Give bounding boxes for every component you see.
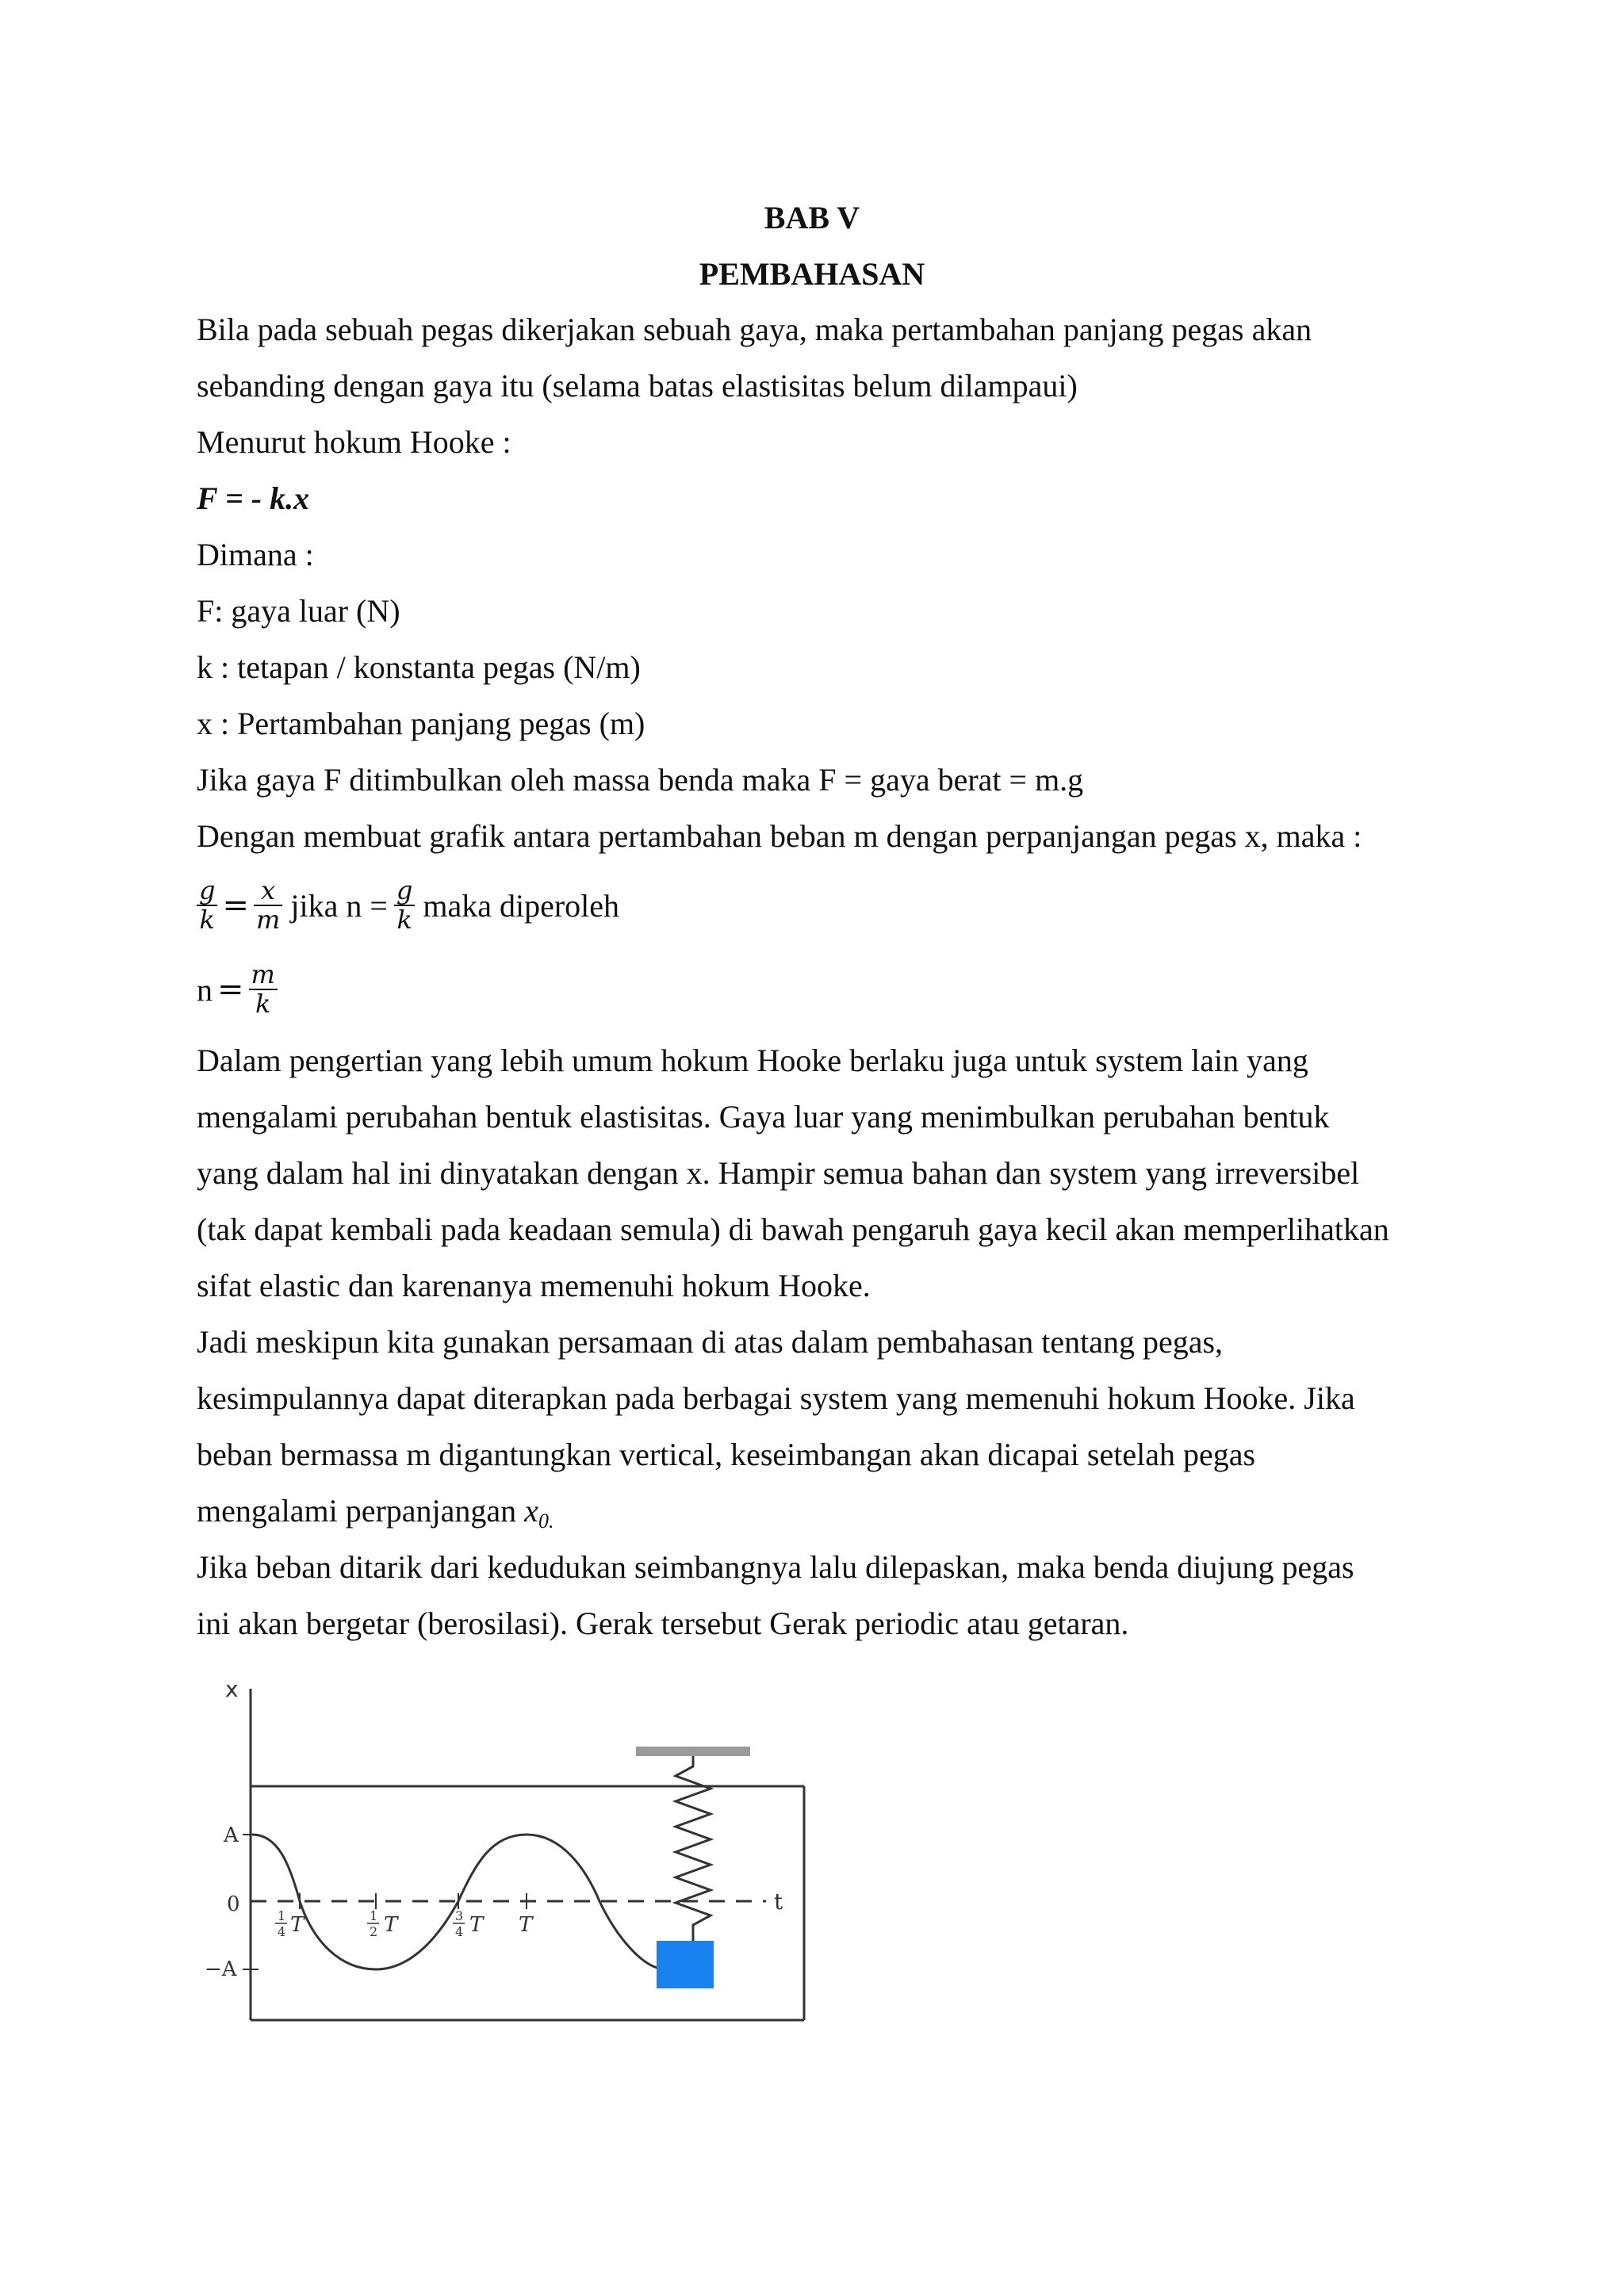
svg-text:4: 4 xyxy=(278,1924,286,1939)
paragraph-line: ini akan bergetar (berosilasi). Gerak tersebut Gerak periodic atau getaran. xyxy=(197,1605,1129,1641)
fraction-x-over-m: $\frac{x}{m}$ xyxy=(254,877,282,934)
tick-label-quarter xyxy=(275,1908,305,1939)
svg-text:T: T xyxy=(290,1913,304,1937)
definition-k: k : tetapan / konstanta pegas (N/m) xyxy=(197,649,641,685)
svg-text:3: 3 xyxy=(455,1908,464,1923)
dimana-label: Dimana : xyxy=(197,537,314,572)
paragraph-line: sifat elastic dan karenanya memenuhi hokum Hooke. xyxy=(197,1268,871,1303)
spring-ceiling xyxy=(636,1747,750,1756)
svg-text:1: 1 xyxy=(370,1908,378,1923)
paragraph-line: mengalami perubahan bentuk elastisitas. Gaya luar yang menimbulkan perubahan bentuk xyxy=(197,1099,1330,1135)
x0-subscript: 0. xyxy=(538,1510,554,1533)
svg-text:1: 1 xyxy=(278,1908,286,1923)
svg-text:2: 2 xyxy=(370,1924,378,1939)
paragraph-line: kesimpulannya dapat diterapkan pada berbagai system yang memenuhi hokum Hooke. Jika xyxy=(197,1380,1355,1416)
n-symbol: n xyxy=(197,971,213,1008)
paragraph-line: Jika gaya F ditimbulkan oleh massa benda maka F = gaya berat = m.g xyxy=(197,762,1084,798)
zero-label: 0 xyxy=(227,1892,240,1916)
spring-coil xyxy=(676,1756,710,1941)
paragraph-line: Jadi meskipun kita gunakan persamaan di atas dalam pembahasan tentang pegas, xyxy=(197,1324,1224,1360)
equation-tail-text: maka diperoleh xyxy=(423,887,620,924)
negative-amplitude-label: −A xyxy=(205,1957,237,1981)
hooke-intro: Menurut hokum Hooke : xyxy=(197,424,511,460)
amplitude-label: A xyxy=(224,1823,239,1847)
tick-label-three-quarter xyxy=(453,1908,485,1939)
t-axis-label: t xyxy=(774,1888,783,1915)
paragraph-line: (tak dapat kembali pada keadaan semula) di bawah pengaruh gaya kecil akan memperlihatkan xyxy=(197,1211,1389,1247)
equals-sign: = xyxy=(222,887,249,924)
fraction-n-g-over-k: $\frac{g}{k}$ xyxy=(394,877,415,934)
paragraph-line: sebanding dengan gaya itu (selama batas elastisitas belum dilampaui) xyxy=(197,368,1078,404)
hanging-mass xyxy=(657,1941,714,1988)
fraction-m-over-k: $\frac{m}{k}$ xyxy=(249,961,278,1018)
paragraph-line: Dalam pengertian yang lebih umum hokum Hooke berlaku juga untuk system lain yang xyxy=(197,1043,1308,1078)
definition-f: F: gaya luar (N) xyxy=(197,593,400,629)
tick-label-half xyxy=(367,1908,399,1939)
chapter-number: BAB V xyxy=(764,200,860,235)
equation-jika-text: jika n = xyxy=(290,887,388,924)
x-axis-label: x xyxy=(225,1676,239,1702)
svg-text:T: T xyxy=(384,1913,398,1937)
definition-x: x : Pertambahan panjang pegas (m) xyxy=(197,706,645,741)
paragraph-line: yang dalam hal ini dinyatakan dengan x. Hampir semua bahan dan system yang irreversibel xyxy=(197,1155,1360,1191)
equals-sign: = xyxy=(217,971,244,1008)
svg-text:T: T xyxy=(469,1913,484,1937)
chapter-title: PEMBAHASAN xyxy=(699,256,925,292)
svg-text:4: 4 xyxy=(455,1924,464,1939)
paragraph-line: Dengan membuat grafik antara pertambahan beban m dengan perpanjangan pegas x, maka : xyxy=(197,818,1362,854)
fraction-g-over-k: $\frac{g}{k}$ xyxy=(197,877,217,934)
paragraph-line: Bila pada sebuah pegas dikerjakan sebuah gaya, maka pertambahan panjang pegas akan xyxy=(197,312,1312,347)
paragraph-line: mengalami perpanjangan $x_{0.}$ xyxy=(197,1493,554,1533)
hooke-formula: F = - k.x xyxy=(197,480,310,516)
paragraph-line: Jika beban ditarik dari kedudukan seimbangnya lalu dilepaskan, maka benda diujung pegas xyxy=(197,1549,1354,1585)
tick-label-period: T xyxy=(519,1913,533,1937)
paragraph-line: beban bermassa m digantungkan vertical, keseimbangan akan dicapai setelah pegas xyxy=(197,1437,1256,1472)
x0-symbol: x xyxy=(524,1493,538,1529)
